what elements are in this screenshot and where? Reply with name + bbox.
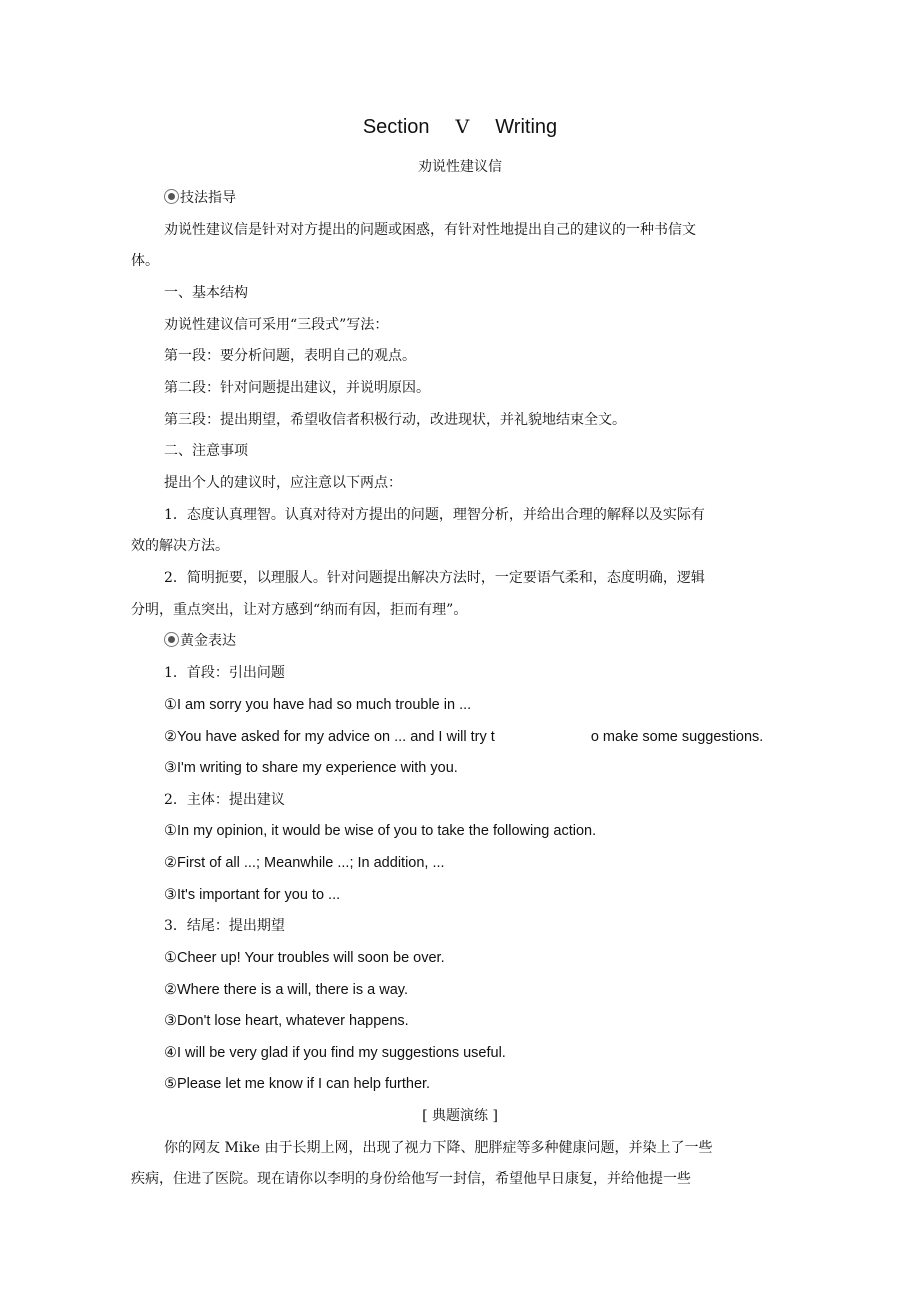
notes-para-2-line-1: 1．态度认真理智。认真对待对方提出的问题，理智分析，并给出合理的解释以及实际有 xyxy=(164,507,705,523)
skills-heading-text: 技法指导 xyxy=(180,190,236,206)
golden-opening-heading: 1．首段：引出问题 xyxy=(164,665,285,681)
title-writing-word: Writing xyxy=(495,116,558,138)
section-title xyxy=(0,116,920,139)
golden-body-heading: 2．主体：提出建议 xyxy=(164,792,285,808)
structure-para-1: 劝说性建议信可采用“三段式”写法： xyxy=(164,317,389,333)
intro-line-2: 体。 xyxy=(131,253,159,269)
notes-para-1: 提出个人的建议时，应注意以下两点： xyxy=(164,475,402,491)
golden-body-item-1: ①In my opinion, it would be wise of you to take the following action. xyxy=(164,823,597,839)
notes-para-3-line-1: 2．简明扼要，以理服人。针对问题提出解决方法时，一定要语气柔和，态度明确，逻辑 xyxy=(164,570,705,586)
subtitle: 劝说性建议信 xyxy=(418,159,502,175)
golden-ending-item-2: ②Where there is a will, there is a way. xyxy=(164,982,409,998)
title-section-word: Section xyxy=(362,116,430,138)
golden-ending-heading: 3．结尾：提出期望 xyxy=(164,918,285,934)
golden-heading xyxy=(164,632,236,650)
intro-line-1: 劝说性建议信是针对对方提出的问题或困惑，有针对性地提出自己的建议的一种书信文 xyxy=(164,222,696,238)
structure-para-4: 第三段：提出期望，希望收信者积极行动，改进现状，并礼貌地结束全文。 xyxy=(164,412,626,428)
golden-opening-item-2 xyxy=(164,728,763,746)
exercise-line-2: 疾病，住进了医院。现在请你以李明的身份给他写一封信，希望他早日康复，并给他提一些 xyxy=(131,1171,691,1187)
structure-para-2: 第一段：要分析问题，表明自己的观点。 xyxy=(164,348,416,364)
structure-para-3: 第二段：针对问题提出建议，并说明原因。 xyxy=(164,380,430,396)
item-2-part-a: ②You have asked for my advice on ... and I will try t xyxy=(164,729,495,745)
title-roman-numeral: Ⅴ xyxy=(455,116,470,138)
golden-body-item-3: ③It's important for you to ... xyxy=(164,887,341,903)
notes-heading: 二、注意事项 xyxy=(164,443,248,459)
golden-opening-item-1: ①I am sorry you have had so much trouble in ... xyxy=(164,697,472,713)
exercise-heading: [ 典题演练 ] xyxy=(422,1108,498,1124)
golden-ending-item-3: ③Don't lose heart, whatever happens. xyxy=(164,1013,409,1029)
skills-heading xyxy=(164,189,236,207)
golden-ending-item-1: ①Cheer up! Your troubles will soon be over. xyxy=(164,950,445,966)
golden-ending-item-4: ④I will be very glad if you find my suggestions useful. xyxy=(164,1045,506,1061)
structure-heading: 一、基本结构 xyxy=(164,285,248,301)
bullet-icon xyxy=(164,632,179,647)
golden-ending-item-5: ⑤Please let me know if I can help further. xyxy=(164,1076,431,1092)
bullet-icon xyxy=(164,189,179,204)
item-2-part-b: o make some suggestions. xyxy=(590,729,764,745)
golden-body-item-2: ②First of all ...; Meanwhile ...; In addition, ... xyxy=(164,855,445,871)
exercise-line-1: 你的网友 Mike 由于长期上网，出现了视力下降、肥胖症等多种健康问题，并染上了一些 xyxy=(164,1140,713,1156)
notes-para-2-line-2: 效的解决方法。 xyxy=(131,538,229,554)
golden-heading-text: 黄金表达 xyxy=(180,633,236,649)
notes-para-3-line-2: 分明，重点突出，让对方感到“纳而有因，拒而有理”。 xyxy=(131,602,468,618)
golden-opening-item-3: ③I'm writing to share my experience with you. xyxy=(164,760,458,776)
